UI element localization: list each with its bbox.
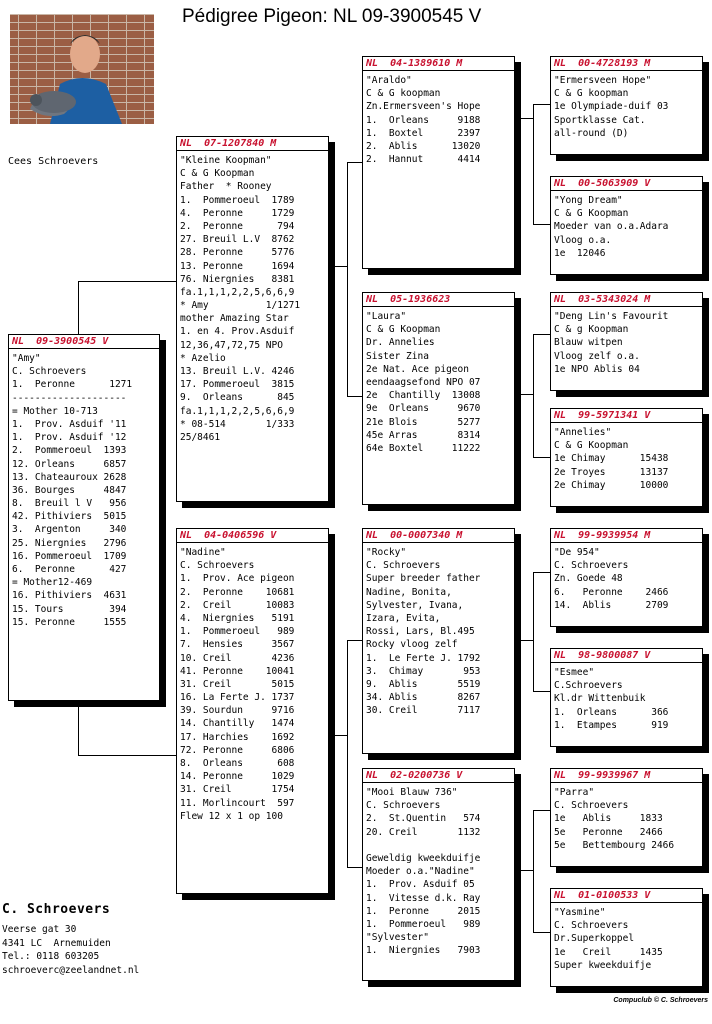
ring-number: NL 00-4728193 M [551,57,702,71]
card-line: C. Schroevers [366,800,441,812]
card-line: mother Amazing Star [180,313,289,325]
card-line: 27. Breuil L.V 8762 [180,234,295,246]
card-line: 17. Harchies 1692 [180,731,295,743]
connector-line [533,104,534,224]
card-line: 3. Argenton 340 [12,524,127,536]
card-line: 1. Prov. Asduif '12 [12,432,127,444]
card-line: Rossi, Lars, Bl.495 [366,626,475,638]
card-line: 1. Le Ferte J. 1792 [366,652,481,664]
card-line: Kl.dr Wittenbuik [554,693,646,705]
pigeon-card-ff-father [550,56,703,155]
connector-line [78,281,79,335]
connector-line [78,755,178,756]
card-line: 2. St.Quentin 574 [366,813,481,825]
card-line: Geweldig kweekduifje [366,852,481,864]
card-line: C & G Koopman [554,208,629,220]
card-line: C. Schroevers [554,800,629,812]
pigeon-name: "Ermersveen Hope" [554,75,652,86]
card-line: 16. Pithiviers 4631 [12,590,127,602]
pigeon-card-father-mother [362,292,515,505]
card-line: 1. Etampes 919 [554,719,669,731]
card-lines [9,349,159,629]
card-line: 15. Peronne 1555 [12,616,127,628]
card-line: * Amy 1/1271 [180,300,301,312]
card-line: 1. Orleans 366 [554,706,669,718]
connector-line [533,334,550,335]
connector-line [347,162,363,163]
card-line: fa.1,1,1,2,2,5,6,6,9 [180,405,295,417]
card-line: Izara, Evita, [366,612,441,624]
connector-line [533,691,550,692]
card-line: -------------------- [12,392,127,404]
card-line: 76. Niergnies 8381 [180,273,295,285]
card-line: 2e Nat. Ace pigeon [366,363,469,375]
card-line: C. Schroevers [554,560,629,572]
card-line: 9. Ablis 5519 [366,678,481,690]
card-line: 20. Creil 1132 [366,826,481,838]
pigeon-card-mm-mother [550,888,703,987]
card-lines [551,663,702,732]
card-line: 1e Ablis 1833 [554,813,663,825]
card-line: 2. Ablis 13020 [366,140,481,152]
card-line: Sportklasse Cat. [554,114,646,126]
card-line: 1. Prov. Asduif 05 [366,879,475,891]
card-line: 4. Niergnies 5191 [180,612,295,624]
card-line: Sister Zina [366,350,429,362]
pigeon-name: "De 954" [554,547,600,558]
ring-number: NL 00-5063909 V [551,177,702,191]
connector-line [78,700,79,756]
ring-number: NL 99-5971341 V [551,409,702,423]
pigeon-name: "Annelies" [554,427,612,438]
card-line: 1e Chimay 15438 [554,453,669,465]
card-line: 31. Creil 5015 [180,678,295,690]
ring-number: NL 07-1207840 M [177,137,328,151]
pigeon-card-mf-father [550,528,703,627]
card-line: 2. Pommeroeul 1393 [12,445,127,457]
connector-line [514,870,534,871]
card-line: 25/8461 [180,431,221,443]
card-lines [177,543,328,823]
card-line: 12. Orleans 6857 [12,458,127,470]
connector-line [347,640,363,641]
card-line: 34. Ablis 8267 [366,692,481,704]
card-line: C & G koopman [554,88,629,100]
card-line: 1. Orleans 9188 [366,114,481,126]
connector-line [533,104,550,105]
card-line: C & G Koopman [180,168,255,180]
card-line: 1e 12046 [554,247,606,259]
pigeon-card-mother-father [362,528,515,754]
pigeon-name: "Amy" [12,353,41,364]
card-line: 16. La Ferte J. 1737 [180,692,295,704]
ring-number: NL 03-5343024 M [551,293,702,307]
card-line: 21e Blois 5277 [366,416,481,428]
card-line: 2. Peronne 794 [180,220,295,232]
connector-line [533,224,550,225]
connector-line [347,162,348,396]
card-lines [363,543,514,717]
connector-line [514,640,534,641]
card-line: C. Schroevers [366,560,441,572]
connector-line [533,932,550,933]
pigeon-card-mother-mother [362,768,515,981]
card-line: 1. Pommeroeul 1789 [180,194,295,206]
pigeon-card-mm-father [550,768,703,867]
card-lines [551,783,702,852]
connector-line [533,457,550,458]
card-lines [551,307,702,376]
card-line: 41. Peronne 10041 [180,665,295,677]
card-line: 10. Creil 4236 [180,652,295,664]
card-line: Father * Rooney [180,181,272,193]
owner-contact [2,902,139,977]
card-line: 4. Peronne 1729 [180,207,295,219]
card-line: Moeder o.a."Nadine" [366,866,475,878]
card-line: 45e Arras 8314 [366,429,481,441]
card-line: 8. Orleans 608 [180,758,295,769]
card-line: 1e Creil 1435 [554,946,663,958]
card-lines [551,191,702,260]
card-line: 13. Chateauroux 2628 [12,471,127,483]
pigeon-name: "Deng Lin's Favourit [554,311,669,322]
card-line: C. Schroevers [12,366,87,378]
card-line: 1. en 4. Prov.Asduif [180,326,295,338]
card-line: 72. Peronne 6806 [180,744,295,756]
card-line: 13. Peronne 1694 [180,260,295,272]
owner-address: Veerse gat 30 [2,924,77,935]
connector-line [328,266,348,267]
connector-line [533,334,534,457]
card-line: C & G Koopman [366,324,441,336]
pigeon-name: "Laura" [366,311,407,322]
ring-number: NL 99-9939967 M [551,769,702,783]
connector-line [533,572,534,691]
card-line: 25. Niergnies 2796 [12,537,127,549]
connector-line [328,735,348,736]
card-line: Zn.Ermersveen's Hope [366,101,481,113]
card-line: 14. Peronne 1029 [180,771,295,783]
card-line: 14. Ablis 2709 [554,599,669,611]
card-line: 16. Pommeroeul 1709 [12,550,127,562]
pigeon-name: "Mooi Blauw 736" [366,787,458,798]
card-line: Blauw witpen [554,337,623,349]
card-lines [551,71,702,140]
card-line: Super breeder father [366,573,481,585]
pigeon-name: "Kleine Koopman" [180,155,272,166]
card-line: 7. Hensies 3567 [180,639,295,651]
card-line: Zn. Goede 48 [554,573,623,585]
card-line: 6. Peronne 2466 [554,586,669,598]
card-lines [363,71,514,166]
card-line: = Mother12-469 [12,577,93,589]
card-line: 1. Boxtel 2397 [366,127,481,139]
card-line: 12,36,47,72,75 NPO [180,339,283,351]
connector-line [347,640,348,867]
ring-number: NL 99-9939954 M [551,529,702,543]
card-lines [551,543,702,612]
ring-number: NL 09-3900545 V [9,335,159,349]
card-line [366,839,514,852]
card-line: 1e Olympiade-duif 03 [554,101,669,113]
connector-line [514,394,534,395]
card-line: 2e Troyes 13137 [554,466,669,478]
card-line: 15. Tours 394 [12,603,127,615]
card-line: 1. Prov. Ace pigeon [180,573,295,585]
card-line: Dr.Superkoppel [554,933,635,945]
card-line: 13. Breuil L.V. 4246 [180,366,295,377]
card-line: "Sylvester" [366,932,429,944]
card-line: 28. Peronne 5776 [180,247,295,259]
card-line: 30. Creil 7117 [366,705,481,717]
owner-name: C. Schroevers [2,902,111,917]
card-line: * Azelio [180,352,226,364]
card-line: 2e Chimay 10000 [554,479,669,491]
pigeon-name: "Esmee" [554,667,595,678]
connector-line [533,810,534,932]
pigeon-name: "Yong Dream" [554,195,623,206]
pigeon-name: "Rocky" [366,547,407,558]
card-line: 2. Hannut 4414 [366,154,481,166]
card-lines [551,423,702,492]
card-line: 2. Peronne 10681 [180,586,295,598]
card-line: 9. Orleans 845 [180,392,295,404]
connector-line [514,118,534,119]
owner-photo-image [10,14,154,124]
owner-email[interactable]: schroeverc@zeelandnet.nl [2,964,140,976]
connector-line [347,396,363,397]
owner-phone: Tel.: 0118 603205 [2,951,100,962]
footer-credit: Compuclub © C. Schroevers [613,997,708,1004]
card-line: 1. Vitesse d.k. Ray [366,892,481,904]
card-line: = Mother 10-713 [12,405,98,417]
card-lines [363,783,514,957]
ring-number: NL 02-0200736 V [363,769,514,783]
card-line: 6. Peronne 427 [12,564,127,575]
card-line: C. Schroevers [180,560,255,572]
card-line: Rocky vloog zelf [366,639,458,651]
card-line: 3. Chimay 953 [366,665,481,677]
connector-line [78,281,178,282]
pigeon-card-mf-mother [550,648,703,747]
card-line: Vloog o.a. [554,234,612,246]
ring-number: NL 04-0406596 V [177,529,328,543]
card-line: Flew 12 x 1 op 100 [180,810,283,822]
pigeon-name: "Araldo" [366,75,412,86]
owner-photo [10,14,154,124]
card-lines [363,307,514,455]
ring-number: NL 98-9800087 V [551,649,702,663]
card-line: 2e Chantilly 13008 [366,390,481,402]
pigeon-name: "Yasmine" [554,907,606,918]
card-line: 14. Chantilly 1474 [180,718,295,730]
card-line: 1. Peronne 2015 [366,905,481,917]
pigeon-name: "Parra" [554,787,595,798]
owner-city: 4341 LC Arnemuiden [2,937,111,949]
owner-photo-caption: Cees Schroevers [8,156,99,167]
card-line: 5e Bettembourg 2466 [554,839,675,851]
ring-number: NL 05-1936623 [363,293,514,307]
card-line: all-round (D) [554,127,629,139]
card-line: 9e Orleans 9670 [366,403,481,415]
card-line: 1. Pommeroeul 989 [180,626,295,638]
ring-number: NL 01-0100533 V [551,889,702,903]
pigeon-card-subject [8,334,160,701]
card-lines [177,151,328,444]
card-line: 39. Sourdun 9716 [180,705,295,717]
connector-line [533,572,550,573]
card-line: Dr. Annelies [366,337,435,349]
card-line: 1. Peronne 1271 [12,379,133,391]
card-line: C & G Koopman [554,440,629,452]
ring-number: NL 04-1389610 M [363,57,514,71]
card-line: Moeder van o.a.Adara [554,221,669,233]
card-line: * 08-514 1/333 [180,418,295,430]
connector-line [347,867,363,868]
card-line: Vloog zelf o.a. [554,350,640,362]
connector-line [533,810,550,811]
card-line: C.Schroevers [554,680,623,692]
card-line: 1. Niergnies 7903 [366,945,481,957]
page-title: Pédigree Pigeon: NL 09-3900545 V [182,6,482,27]
card-line: 1. Pommeroeul 989 [366,918,481,930]
pigeon-card-father-father [362,56,515,269]
ring-number: NL 00-0007340 M [363,529,514,543]
pigeon-card-ff-mother [550,176,703,275]
card-lines [551,903,702,972]
card-line: Nadine, Bonita, [366,586,452,598]
pigeon-name: "Nadine" [180,547,226,558]
card-line: 2. Creil 10083 [180,599,295,611]
card-line: 8. Breuil l V 956 [12,498,127,510]
card-line: C. Schroevers [554,920,629,932]
card-line: 17. Pommeroeul 3815 [180,379,295,391]
card-line: 42. Pithiviers 5015 [12,511,127,523]
card-line: fa.1,1,1,2,2,5,6,6,9 [180,286,295,298]
card-line: Sylvester, Ivana, [366,599,464,611]
card-line: 1. Prov. Asduif '11 [12,418,127,430]
card-line: C & G koopman [366,88,441,100]
card-line: Super kweekduifje [554,959,652,971]
card-line: 5e Peronne 2466 [554,826,663,838]
card-line: 64e Boxtel 11222 [366,442,481,454]
pigeon-card-father [176,136,329,502]
pigeon-card-mother [176,528,329,894]
pigeon-card-fm-mother [550,408,703,507]
pigeon-card-fm-father [550,292,703,391]
card-line: 31. Creil 1754 [180,784,295,796]
card-line: 1e NPO Ablis 04 [554,363,640,375]
card-line: C & g Koopman [554,324,629,336]
card-line: 11. Morlincourt 597 [180,797,295,809]
card-line: 36. Bourges 4847 [12,484,127,496]
card-line: eendaagsefond NPO 07 [366,376,481,388]
